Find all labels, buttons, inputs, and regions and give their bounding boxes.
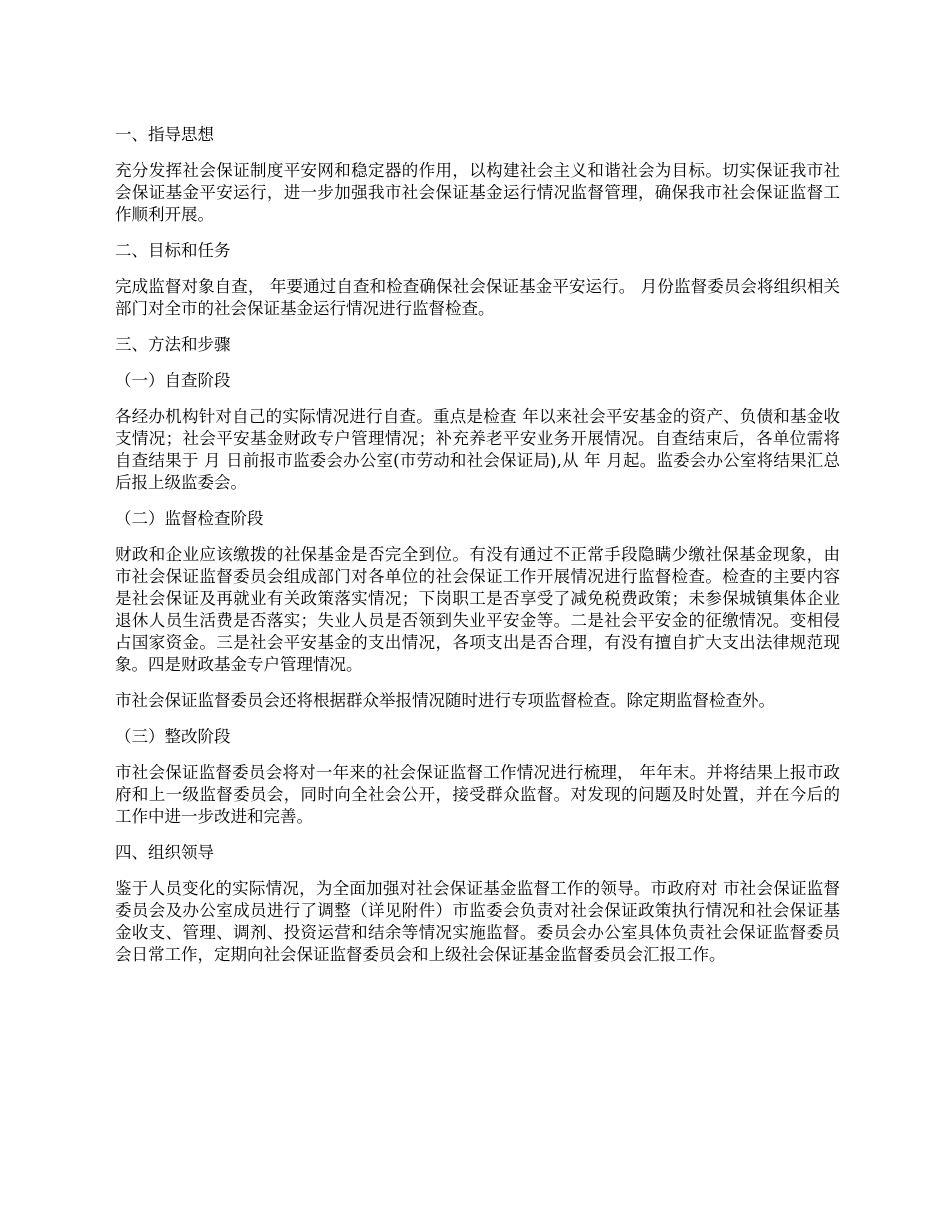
document-body xyxy=(115,124,840,980)
section-heading-goals-tasks: 二、目标和任务 xyxy=(115,241,231,260)
paragraph-rectification: 市社会保证监督委员会将对一年来的社会保证监督工作情况进行梳理， 年年末。并将结果上报市政府和上一级监督委员会，同时向全社会公开，接受群众监督。对发现的问题及时处置，并在今后的工作中进一步改进和完善。 xyxy=(115,763,840,826)
paragraph-guiding-ideology: 充分发挥社会保证制度平安网和稳定器的作用，以构建社会主义和谐社会为目标。切实保证我市社会保证基金平安运行，进一步加强我市社会保证基金运行情况监督管理，确保我市社会保证监督工作顺利开展。 xyxy=(115,161,840,224)
subsection-heading-supervision-inspection: （二）监督检查阶段 xyxy=(115,509,264,528)
section-heading-methods-steps: 三、方法和步骤 xyxy=(115,335,231,354)
section-heading-guiding-ideology: 一、指导思想 xyxy=(115,125,214,144)
paragraph-organization-leadership: 鉴于人员变化的实际情况，为全面加强对社会保证基金监督工作的领导。市政府对 市社会保证监督委员会及办公室成员进行了调整（详见附件）市监委会负责对社会保证政策执行情况和社会保证基金收支、管理、调剂、投资运营和结余等情况实施监督。委员会办公室具体负责社会保证监督委员会日常工作，定期向社会保证监督委员会和上级社会保证基金监督委员会汇报工作。 xyxy=(115,879,840,964)
paragraph-self-inspection: 各经办机构针对自己的实际情况进行自查。重点是检查 年以来社会平安基金的资产、负债和基金收支情况；社会平安基金财政专户管理情况；补充养老平安业务开展情况。自查结束后，各单位需将自查结果于 月 日前报市监委会办公室(市劳动和社会保证局),从 年 月起。监委会办公室将结果汇总后报上级监委会。 xyxy=(115,407,840,492)
paragraph-goals-tasks: 完成监督对象自查， 年要通过自查和检查确保社会保证基金平安运行。 月份监督委员会将组织相关部门对全市的社会保证基金运行情况进行监督检查。 xyxy=(115,277,840,318)
subsection-heading-rectification: （三）整改阶段 xyxy=(115,727,231,746)
section-heading-organization-leadership: 四、组织领导 xyxy=(115,843,214,862)
paragraph-special-inspection: 市社会保证监督委员会还将根据群众举报情况随时进行专项监督检查。除定期监督检查外。 xyxy=(115,691,775,710)
paragraph-supervision-inspection: 财政和企业应该缴拨的社保基金是否完全到位。有没有通过不正常手段隐瞒少缴社保基金现象，由 市社会保证监督委员会组成部门对各单位的社会保证工作开展情况进行监督检查。检查的主要内容是社会保证及再就业有关政策落实情况；下岗职工是否享受了减免税费政策；未参保城镇集体企业退休人员生活费是否落实；失业人员是否领到失业平安金等。二是社会平安金的征缴情况。变相侵占国家资金。三是社会平安基金的支出情况，各项支出是否合理，有没有擅自扩大支出法律规范现象。四是财政基金专户管理情况。 xyxy=(115,545,840,674)
subsection-heading-self-inspection: （一）自查阶段 xyxy=(115,371,231,390)
